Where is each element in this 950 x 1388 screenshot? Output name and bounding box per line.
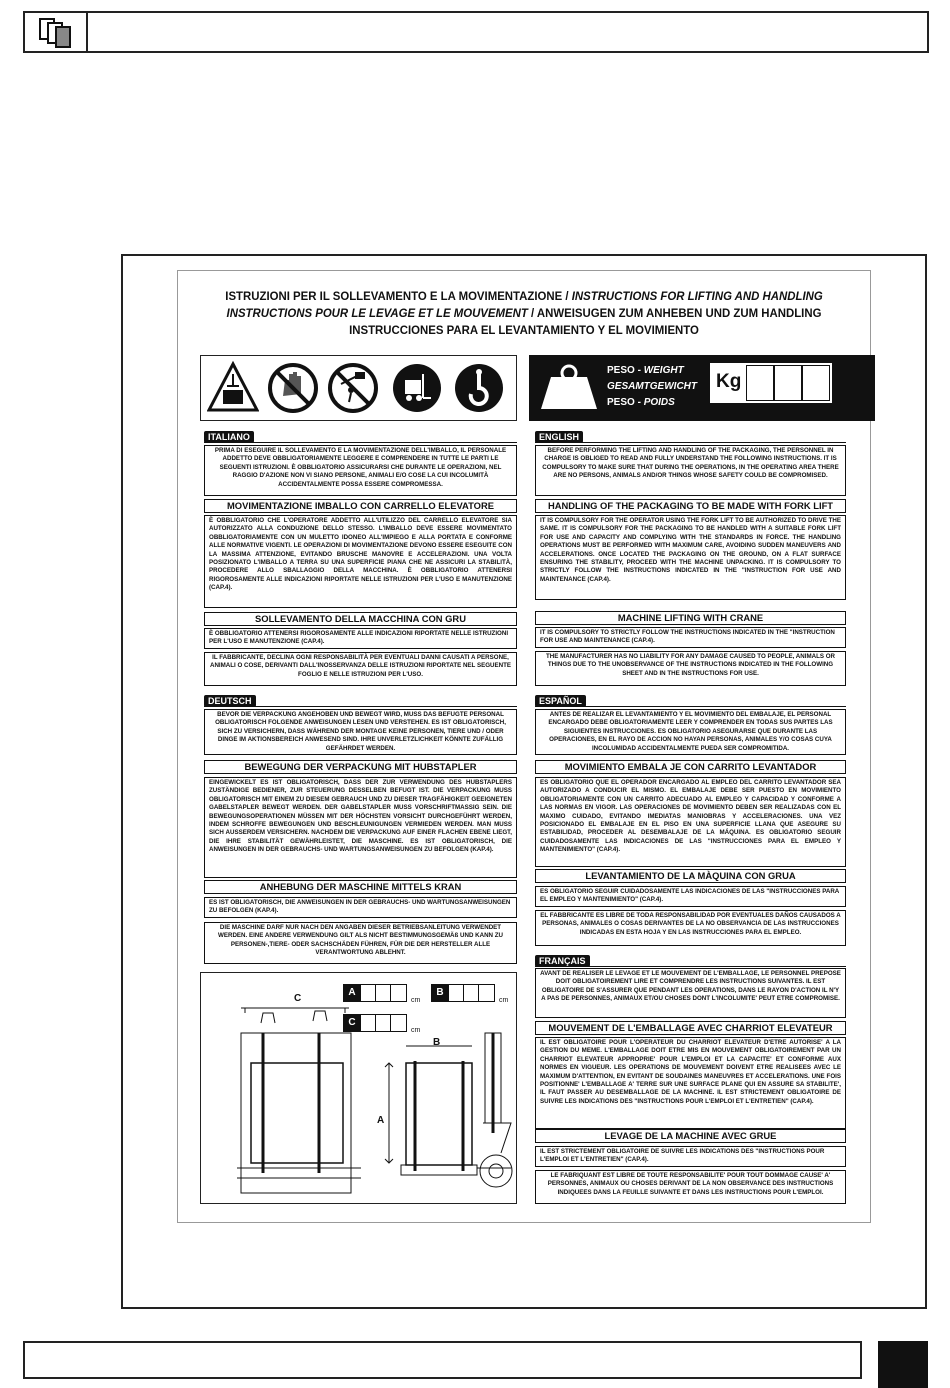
dimension-b-unit: cm	[499, 997, 509, 1004]
lang-divider	[535, 442, 846, 443]
documents-icon	[39, 18, 73, 48]
espanol-disclaimer: EL FABBRICANTE ES LIBRE DE TODA RESPONSABILIDAD POR EVENTUALES DAÑOS CAUSADOS A PERSONAS, ANIMALES O COSAS DERIVANTES DE LA NO OBSERVANCIA DE LAS INSTRUCCIONES INDICADAS EN ESTA HOJA Y EN LAS INSTRUCCIONES PARA EL EMPLEO.	[535, 910, 846, 946]
dimension-c-label: C	[344, 1015, 360, 1031]
deutsch-intro: BEVOR DIE VERPACKUNG ANGEHOBEN UND BEWEGT WIRD, MUSS DAS BEFUGTE PERSONAL OBLIGATORISCH FOLGENDE ANWEISUNGEN LESEN UND VERSTEHEN. ES IST OBLIGATORISCH, SICH ZU VERSICHERN, DASS WÄHREND DER MONTAGE KEINE PERSONEN, TIERE UND / ODER DINGE IM AKTIONSBEREICH ANWESEND SIND. IHRE UNVERLETZLICHKEIT KÖNNTE ZUFÄLLIG GEFÄHRDET WERDEN.	[204, 709, 517, 755]
weight-digit-cell	[746, 365, 774, 401]
espanol-head-forklift: MOVIMIENTO EMBALA JE CON CARRITO LEVANTADOR	[535, 760, 846, 774]
title-line1-a: ISTRUZIONI PER IL SOLLEVAMENTO E LA MOVIMENTAZIONE /	[225, 289, 572, 303]
crane-load-icon	[207, 360, 259, 416]
no-hands-icon	[267, 360, 319, 416]
weight-icon	[539, 363, 599, 411]
weight-line3-a: PESO -	[607, 397, 644, 408]
espanol-intro: ANTES DE REALIZAR EL LEVANTAMIENTO Y EL MOVIMIENTO DEL EMBALAJE, EL PERSONAL ENCARGADO DEBE OBLIGATORIAMENTE LEER Y COMPRENDER EN TODAS SUS PARTES LAS SIGUIENTES INSTRUCCIONES. ES OBLIGATORIO ASEGURARSE QUE DURANTE LAS OPERACIONES, EN EL RAYO DE ACCION NO HAYAN PERSONAS, ANIMALES Y/O COSAS CUYA INCOLUMIDAD ACCIDENTALMENTE PUEDA SER COMPROMITIDA.	[535, 709, 846, 755]
weight-labels	[607, 363, 697, 411]
lang-tab-espanol: ESPAÑOL	[535, 695, 586, 707]
francais-body-crane: IL EST STRICTEMENT OBLIGATOIRE DE SUIVRE LES INDICATIONS DES "INSTRUCTIONS POUR L'EMPLOI ET L'ENTRETIEN" (CAP.4).	[535, 1146, 846, 1167]
espanol-body-forklift: ES OBLIGATORIO QUE EL OPERADOR ENCARGADO AL EMPLEO DEL CARRITO LEVANTADOR SEA AUTORIZADO A CONDUCIR EL MISMO. EL EMBALAJE DEBE SER PUESTO EN MOVIMIENTO OBLIGATORIAMENTE CON UN CARRITO ADECUADO AL EMPLEO Y CAPACIDAD Y CONFORME A LAS NORMAS EN VIGOR. LAS OPERACIONES DE MOVIMIENTO DEBEN SER REALIZADAS CON EL MAXIMO CUIDADO, EVITANDO IMEDIATAS MANIOBRAS Y ACCELERACIONES. UNA VEZ POSICIONADO EL EMBALAJE EN EL PISO EN UNA SUPERFICIE LLANA QUE ASEGURE SU ESTABILIDAD, PROCEDER AL DESEMBALAJE DE LA MÁQUINA. ES OBLIGATORIO SEGUIR CUIDADOSAMENTE LAS INDICACIONES DE LAS "INSTRUCCIONES PARA EL EMPLEO Y MANTENIMIENTO" (CAP.4).	[535, 777, 846, 867]
francais-intro: AVANT DE REALISER LE LEVAGE ET LE MOUVEMENT DE L'EMBALLAGE, LE PERSONNEL PREPOSE DOIT OBLIGATOIREMENT LIRE ET COMPRENDRE LES INSTRUCTIONS SUIVANTES. IL EST OBLIGATOIRE DE S'ASSURER QUE PENDANT LES OPERATIONS, DANS LE RAYON D'ACTION IL N'Y A PAS DE PERSONNES, ANIMAUX ET/OU CHOSES DONT L'INCOLUMITE' PEUT ETRE COMPROMISE.	[535, 968, 846, 1018]
deutsch-head-forklift: BEWEGUNG DER VERPACKUNG MIT HUBSTAPLER	[204, 760, 517, 774]
lang-tab-italiano: ITALIANO	[204, 431, 254, 443]
lang-divider	[204, 706, 517, 707]
lang-divider	[535, 706, 846, 707]
italiano-body-crane: È OBBLIGATORIO ATTENERSI RIGOROSAMENTE ALLE INDICAZIONI RIPORTATE NELLE ISTRUZIONI PER L'USO E MANUTENZIONE (CAP.4).	[204, 628, 517, 649]
packaging-sketch	[201, 973, 518, 1205]
english-disclaimer: THE MANUFACTURER HAS NO LIABILITY FOR ANY DAMAGE CAUSED TO PEOPLE, ANIMALS OR THINGS DUE TO THE UNOBSERVANCE OF THE INSTRUCTIONS INDICATED IN THE FOLLOWING SHEET AND IN THE INSTRUCTIONS FOR USE.	[535, 651, 846, 686]
weight-line1-a: PESO -	[607, 365, 644, 376]
header-icon-cell	[25, 13, 88, 51]
weight-line2: GESAMTGEWICHT	[607, 381, 697, 392]
weight-value-box	[709, 362, 833, 404]
page-number-block	[878, 1341, 928, 1388]
title-line2-b: / ANWEISUGEN ZUM ANHEBEN UND ZUM HANDLING	[527, 306, 822, 320]
francais-head-forklift: MOUVEMENT DE L'EMBALLAGE AVEC CHARRIOT ELEVATEUR	[535, 1021, 846, 1035]
dimension-c-unit: cm	[411, 1027, 421, 1034]
forklift-icon	[391, 360, 443, 416]
francais-body-forklift: IL EST OBLIGATOIRE POUR L'OPERATEUR DU CHARRIOT ELEVATEUR D'ETRE AUTORISE' A LA GESTION DU MEME. L'EMBALLAGE DOIT ETRE MIS EN MOUVEMENT OBLIGATOIREMENT PAR UN CHARRIOT ELEVATEUR APPROPRIE' POUR L'EMPLOI ET LA CAPACITE' ET CONFORME AUX NORMES EN VIGUEUR. LES OPERATIONS DE MOUVEMENT DOIVENT ETRE REALISEES AVEC LE MAXIMUM D'ATTENTION, EN EVITANT DE SOUDAINES MANEUVRES ET ACCELERATIONS. UNE FOIS POSITIONNE' L'EMBALLAGE A' TERRE SUR UNE SURFACE PLANE QUI EN ASSURE SA STABILITE', IL FAUT PASSER AU DESEMBALLAGE DE LA MACHINE. IL EST STRICTEMENT OBLIGATOIRE DE SUIVRE LES INDICATIONS DES "INSTRUCTIONS POUR L'EMPLOI ET L'ENTRETIEN" (CAP.4).	[535, 1037, 846, 1129]
page-header	[23, 11, 929, 53]
deutsch-disclaimer: DIE MASCHINE DARF NUR NACH DEN ANGABEN DIESER BETRIEBSANLEITUNG VERWENDET WERDEN. EINE ANDERE VERWENDUNG GILT ALS NICHT BESTIMMUNGSGEMÄß UND KANN ZU PERSONEN-,TIERE- ODER SACHSCHÄDEN FÜHREN, FÜR DIE DER HERSTELLER ALLE VERANTWORTUNG ABLEHNT.	[204, 922, 517, 964]
dimension-a-unit: cm	[411, 997, 421, 1004]
dimension-a-label: A	[344, 985, 360, 1001]
english-head-crane: MACHINE LIFTING WITH CRANE	[535, 611, 846, 625]
espanol-body-crane: ES OBLIGATORIO SEGUIR CUIDADOSAMENTE LAS INDICACIONES DE LAS "INSTRUCCIONES PARA EL EMPLEO Y MANTENIMIENTO" (CAP.4).	[535, 886, 846, 907]
dimension-b-marker: B	[433, 1037, 441, 1048]
italiano-intro: PRIMA DI ESEGUIRE IL SOLLEVAMENTO E LA MOVIMENTAZIONE DELL'IMBALLO, IL PERSONALE ADDETTO DEVE OBBLIGATORIAMENTE LEGGERE E COMPRENDERE IN TUTTE LE PARTI LE SEGUENTI ISTRUZIONI. È OBBLIGATORIO ASSICURARSI CHE DURANTE LE OPERAZIONI, NEL RAGGIO D'AZIONE NON VI SIANO PERSONE, ANIMALI E/O COSE LA CUI INCOLUMITÀ ACCIDENTALMENTE POSSA ESSERE COMPROMESSA.	[204, 445, 517, 496]
weight-unit: Kg	[716, 371, 742, 392]
english-body-crane: IT IS COMPULSORY TO STRICTLY FOLLOW THE INSTRUCTIONS INDICATED IN THE "INSTRUCTION FOR USE AND MAINTENANCE (CAP.4).	[535, 627, 846, 648]
dimension-a-marker: A	[377, 1115, 385, 1126]
weight-digit-cell	[802, 365, 830, 401]
title-line3: INSTRUCCIONES PARA EL LEVANTAMIENTO Y EL MOVIMIENTO	[349, 323, 699, 337]
english-intro: BEFORE PERFORMING THE LIFTING AND HANDLING OF THE PACKAGING, THE PERSONNEL IN CHARGE IS OBLIGED TO READ AND FULLY UNDERSTAND THE FOLLOWING INSTRUCTIONS. IT IS COMPULSORY TO MAKE SURE THAT DURING THE OPERATIONS, IN THE OPERATING AREA THERE ARE NO PERSONS, ANIMALS AND/OR THINGS WHOSE SAFETY COULD BE COMPROMISED.	[535, 445, 846, 496]
lang-tab-english: ENGLISH	[535, 431, 583, 443]
lifting-instructions-sheet	[177, 270, 871, 1223]
packaging-dimensions-drawing	[200, 972, 517, 1204]
dimension-c-marker: C	[294, 993, 302, 1004]
italiano-body-forklift: È OBBLIGATORIO CHE L'OPERATORE ADDETTO ALL'UTILIZZO DEL CARRELLO ELEVATORE SIA AUTORIZZATO ALLA CONDUZIONE DELLO STESSO. L'IMBALLO DEVE ESSERE MOVIMENTATO OBBLIGATORIAMENTE CON UN MULETTO IDONEO ALL'IMPIEGO E ALLA PORTATA E CONFORME ALLE NORMATIVE VIGENTI. LE OPERAZIONI DI MOVIMENTAZIONE DEVONO ESSERE ESEGUITE CON LA MASSIMA ATTENZIONE, EVITANDO BRUSCHE MANOVRE E ACCELERAZIONI. UNA VOLTA POSIZIONATO L'IMBALLO A TERRA SU UNA SUPERFICIE PIANA CHE NE ASSICURI LA STABILITÀ, PROCEDERE ALLO SBALLAGGIO DELLA MACCHINA. È OBBLIGATORIO ATTENERSI RIGOROSAMENTE ALLE INDICAZIONI RIPORTATE NELLE ISTRUZIONI PER L'USO E MANUTENZIONE (CAP.4).	[204, 515, 517, 608]
weight-line1-b: WEIGHT	[643, 365, 684, 376]
deutsch-body-crane: ES IST OBLIGATORISCH, DIE ANWEISUNGEN IN DER GEBRAUCHS- UND WARTUNGSANWEISUNGEN ZU BEFOLGEN (KAP.4).	[204, 897, 517, 918]
francais-head-crane: LEVAGE DE LA MACHINE AVEC GRUE	[535, 1129, 846, 1143]
no-standing-under-load-icon	[327, 360, 379, 416]
title-line2-a: INSTRUCTIONS POUR LE LEVAGE ET LE MOUVEMENT	[226, 306, 528, 320]
espanol-head-crane: LEVANTAMIENTO DE LA MÀQUINA CON GRUA	[535, 869, 846, 883]
weight-line3-b: POIDS	[643, 397, 675, 408]
page-footer	[23, 1341, 862, 1379]
weight-panel	[529, 355, 875, 421]
francais-disclaimer: LE FABRIQUANT EST LIBRE DE TOUTE RESPONSABILITE' POUR TOUT DOMMAGE CAUSE' A' PERSONNES, ANIMAUX OU CHOSES DERIVANT DE LA NON OBSERVANCE DES INSTRUCTIONS INDIQUEES DANS LA FEUILLE SUIVANTE ET DANS LES INSTRUCTIONS POUR L'EMPLOI.	[535, 1170, 846, 1204]
dimension-b-label: B	[432, 985, 448, 1001]
title-line1-b: INSTRUCTIONS FOR LIFTING AND HANDLING	[571, 289, 823, 303]
english-body-forklift: IT IS COMPULSORY FOR THE OPERATOR USING THE FORK LIFT TO BE AUTHORIZED TO DRIVE THE SAME. IT IS COMPULSORY FOR THE PACKAGING TO BE HANDLED WITH A SUITABLE FORK LIFT FOR USE AND CAPACITY AND COMPLYING WITH THE STANDARDS IN FORCE. THE HANDLING OPERATIONS MUST BE PERFORMED WITH MAXIMUM CARE, AVOIDING SUDDEN MANEUVERS AND ACCELERATIONS. ONCE LOCATED THE PACKAGING ON THE GROUND, ON A FLAT SURFACE ENSURING THE STABILITY, PROCEED WITH THE MACHINE UNPACKING. IT IS COMPULSORY TO STRICTLY FOLLOW THE INSTRUCTIONS INDICATED IN THE "INSTRUCTION FOR USE AND MAINTENANCE (CAP.4).	[535, 515, 846, 600]
hook-icon	[453, 360, 505, 416]
italiano-head-crane: SOLLEVAMENTO DELLA MACCHINA CON GRU	[204, 612, 517, 626]
italiano-head-forklift: MOVIMENTAZIONE IMBALLO CON CARRELLO ELEVATORE	[204, 499, 517, 513]
safety-pictograms	[200, 355, 517, 421]
deutsch-body-forklift: EINGEWICKELT ES IST OBLIGATORISCH, DASS DER ZUR VERWENDUNG DES HUBSTAPLERS ZUSTÄNDIGE BEDIENER, ZUR STEUERUNG DESSELBEN BEFUGT IST. DIE VERPACKUNG MUSS OBLIGATORISCH MIT EINEM ZU DIESEM GEBRAUCH UND ZU DIESER TRAGFÄHIGKEIT GEEIGNETEN GABELSTAPLER BEWEGT WERDEN. DER GABELSTAPLER MUSS VORSCHRIFTMASSIG SEIN. DIE BEWEGUNGSOPERATIONEN MÜSSEN MIT DER HÖCHSTEN VORSICHT DURCHGEFÜHRT WERDEN, INDEM SCHROFFE BEWEGUNGEN UND BESCHLEUNIGUNGEN VERMIEDEN WERDEN. MAN MUSS SICH AUSSERDEM VERSICHERN. NACHDEM DIE VERPACKUNG AUF EINER FLACHEN EBENE LIEGT, DIE IHRE STABILITÄT GEWÄHRLEISTET, DIE MASCHINE. ES IST OBLIGATORISCH, DIE ANWEISUNGEN IN DER GEBRAUCHS- UND WARTUNGSANWEISUNGEN ZU BEFOLGEN (KAP.4).	[204, 777, 517, 878]
italiano-disclaimer: IL FABBRICANTE, DECLINA OGNI RESPONSABILITÀ PER EVENTUALI DANNI CAUSATI A PERSONE, ANIMALI O COSE, DERIVANTI DALL'INOSSERVANZA DELLE ISTRUZIONI RIPORTATE NEL SEGUENTE FOGLIO E NELLE ISTRUZIONI PER L'USO.	[204, 652, 517, 686]
weight-digit-cell	[774, 365, 802, 401]
lang-divider	[535, 966, 846, 967]
lang-tab-francais: FRANÇAIS	[535, 955, 590, 967]
lang-tab-deutsch: DEUTSCH	[204, 695, 256, 707]
deutsch-head-crane: ANHEBUNG DER MASCHINE MITTELS KRAN	[204, 880, 517, 894]
english-head-forklift: HANDLING OF THE PACKAGING TO BE MADE WITH FORK LIFT	[535, 499, 846, 513]
sheet-title	[206, 288, 843, 339]
lang-divider	[204, 442, 517, 443]
